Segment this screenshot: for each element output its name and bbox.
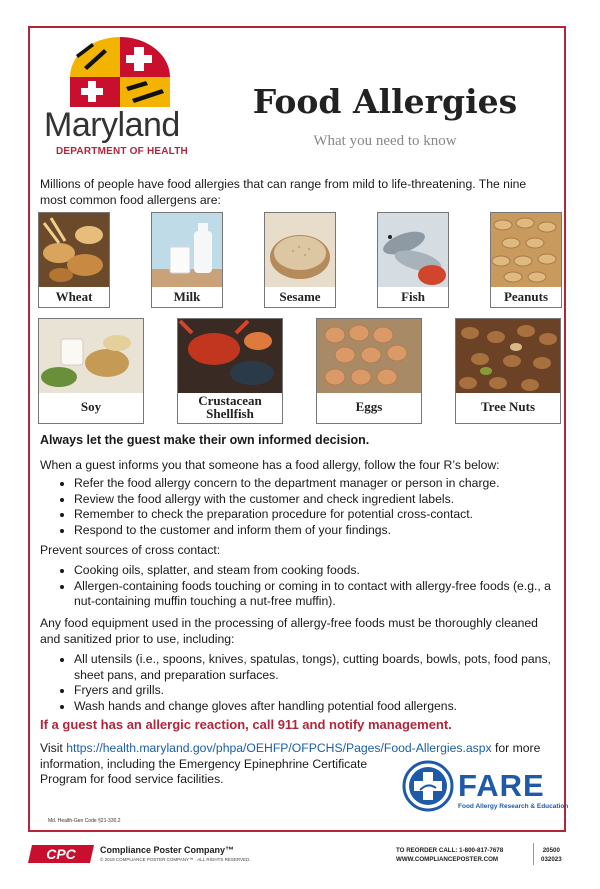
list-item: • Review the food allergy with the customer and check ingredient labels. <box>74 492 569 508</box>
department-of-health-label: DEPARTMENT OF HEALTH <box>56 146 188 157</box>
allergen-card-eggs <box>316 318 422 424</box>
list-item: • Allergen-containing foods touching or coming in to contact with allergy-free foods (e.g., a nut-containing muffin touching a nut-free muffin). <box>74 579 569 610</box>
sesame-photo <box>265 213 335 287</box>
visit-prefix: Visit <box>40 741 63 755</box>
allergen-label: Tree Nuts <box>480 399 536 414</box>
wheat-photo <box>39 213 109 287</box>
company-name: Compliance Poster Company™ <box>100 845 235 855</box>
list-item: • Fryers and grills. <box>74 683 569 699</box>
shellfish-photo <box>178 319 282 393</box>
list-item: • Wash hands and change gloves after handling potential food allergens. <box>74 699 569 715</box>
equipment-intro: Any food equipment used in the processing of allergy-free foods must be thoroughly cleaned and sanitized prior to use, including: <box>40 616 538 646</box>
intro-text: Millions of people have food allergies that can range from mild to life-threatening. The nine most common food allergens are: <box>40 177 527 207</box>
tree-nuts-photo <box>456 319 560 393</box>
list-item: • All utensils (i.e., spoons, knives, spatulas, tongs), cutting boards, bowls, pots, food pans, sheet pans, and preparation surfaces. <box>74 652 569 683</box>
visit-line2: information, including the Emergency Epinephrine Certificate <box>40 756 368 771</box>
visit-suffix: for more <box>495 741 541 755</box>
fare-tagline: Food Allergy Research & Education <box>458 803 569 810</box>
milk-photo <box>152 213 222 287</box>
footer-divider <box>533 843 534 865</box>
visit-line3: Program for food service facilities. <box>40 772 224 787</box>
equipment-list <box>58 652 569 714</box>
list-item: • Cooking oils, splatter, and steam from cooking foods. <box>74 563 569 579</box>
reorder-phone: TO REORDER CALL: 1-800-817-7678 <box>396 847 504 854</box>
cpc-abbr: CPC <box>46 846 76 862</box>
allergen-card-sesame <box>264 212 336 308</box>
allergen-label: Eggs <box>355 399 383 414</box>
four-rs-intro: When a guest informs you that someone has a food allergy, follow the four R’s below: <box>40 458 500 472</box>
item-numbers <box>541 846 562 864</box>
allergen-card-crustacean-shellfish <box>177 318 283 424</box>
soy-photo <box>39 319 143 393</box>
allergen-label-line2: Shellfish <box>206 406 254 421</box>
allergic-reaction-alert: If a guest has an allergic reaction, call 911 and notify management. <box>40 717 452 732</box>
item-number: 20500 <box>542 847 560 854</box>
allergen-label: Milk <box>173 289 201 304</box>
allergen-label <box>178 394 282 420</box>
reorder-info <box>396 846 503 864</box>
allergen-label-line1: Crustacean <box>198 393 262 408</box>
allergen-label: Sesame <box>279 289 321 304</box>
list-item: • Refer the food allergy concern to the department manager or person in charge. <box>74 476 569 492</box>
reorder-website: WWW.COMPLIANCEPOSTER.COM <box>396 856 499 863</box>
fare-wordmark: FARE <box>458 768 545 803</box>
allergen-label: Peanuts <box>503 289 549 304</box>
allergen-card-peanuts <box>490 212 562 308</box>
eggs-photo <box>317 319 421 393</box>
four-rs-list <box>58 476 569 538</box>
list-item: • Respond to the customer and inform them of your findings. <box>74 523 569 539</box>
page-title: Food Allergies <box>252 82 518 121</box>
cross-contact-list <box>58 563 569 610</box>
allergen-label: Soy <box>80 399 102 414</box>
health-code-citation: Md. Health-Gen Code §21-330.2 <box>48 818 121 824</box>
allergen-label: Wheat <box>55 289 93 304</box>
allergen-card-tree-nuts <box>455 318 561 424</box>
fare-cross-icon <box>402 760 454 812</box>
guest-decision-heading: Always let the guest make their own informed decision. <box>40 433 370 447</box>
food-allergies-link[interactable]: https://health.maryland.gov/phpa/OEHFP/OFPCHS/Pages/Food-Allergies.aspx <box>66 741 492 755</box>
allergen-label: Fish <box>401 289 425 304</box>
allergen-card-milk <box>151 212 223 308</box>
version-number: 032023 <box>541 856 562 863</box>
maryland-wordmark: Maryland <box>44 106 180 144</box>
allergen-card-soy <box>38 318 144 424</box>
list-item: • Remember to check the preparation procedure for potential cross-contact. <box>74 507 569 523</box>
copyright-text: © 2019 COMPLIANCE POSTER COMPANY™ · ALL RIGHTS RESERVED. <box>100 857 251 862</box>
peanuts-photo <box>491 213 561 287</box>
allergen-card-wheat <box>38 212 110 308</box>
cpc-logo <box>28 843 98 865</box>
fish-photo <box>378 213 448 287</box>
cross-contact-intro: Prevent sources of cross contact: <box>40 543 221 557</box>
page-subtitle: What you need to know <box>313 133 457 149</box>
allergen-card-fish <box>377 212 449 308</box>
